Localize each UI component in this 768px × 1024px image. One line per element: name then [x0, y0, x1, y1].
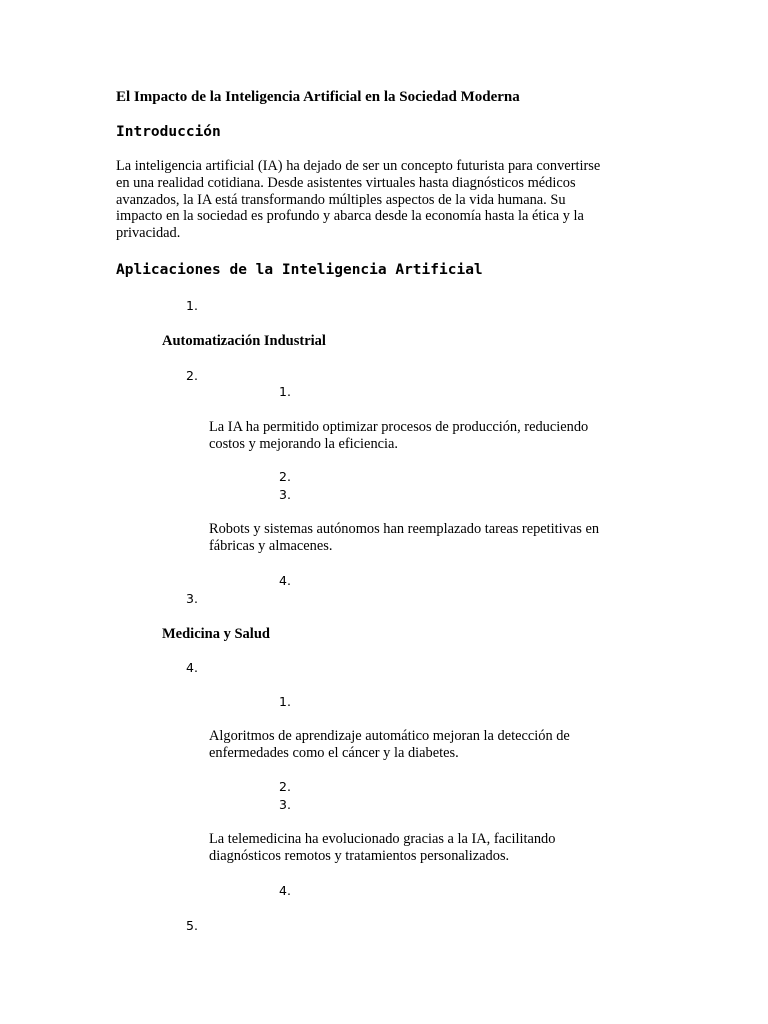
- list-number: 1.: [279, 384, 291, 399]
- intro-heading: Introducción: [116, 124, 221, 140]
- section-heading-automatizacion: Automatización Industrial: [162, 333, 326, 349]
- applications-heading: Aplicaciones de la Inteligencia Artificial: [116, 262, 483, 278]
- intro-line: impacto en la sociedad es profundo y abarca desde la economía hasta la ética y la: [116, 208, 584, 225]
- item-line: Robots y sistemas autónomos han reemplazado tareas repetitivas en: [209, 521, 600, 537]
- document-title: El Impacto de la Inteligencia Artificial en la Sociedad Moderna: [116, 89, 520, 105]
- list-number: 3.: [279, 797, 291, 812]
- intro-line: avanzados, la IA está transformando múltiples aspectos de la vida humana. Su: [116, 191, 566, 208]
- item-line: La IA ha permitido optimizar procesos de producción, reduciendo: [209, 419, 589, 435]
- item-line: enfermedades como el cáncer y la diabetes.: [209, 744, 459, 761]
- list-number: 2.: [279, 469, 291, 484]
- list-number: 3.: [186, 591, 198, 606]
- list-number: 4.: [279, 573, 291, 588]
- list-number: 4.: [279, 883, 291, 898]
- list-item-text: [209, 419, 588, 453]
- list-number: 3.: [279, 487, 291, 502]
- item-line: Algoritmos de aprendizaje automático mejoran la detección de: [209, 728, 570, 744]
- list-item-text: [209, 831, 555, 865]
- list-number: 4.: [186, 660, 198, 675]
- list-number: 2.: [186, 368, 198, 383]
- intro-line: en una realidad cotidiana. Desde asistentes virtuales hasta diagnósticos médicos: [116, 174, 576, 191]
- item-line: fábricas y almacenes.: [209, 537, 333, 554]
- intro-paragraph: [116, 158, 656, 242]
- list-item-text: [209, 521, 599, 555]
- section-heading-medicina: Medicina y Salud: [162, 626, 270, 642]
- list-number: 5.: [186, 918, 198, 933]
- list-number: 1.: [279, 694, 291, 709]
- item-line: diagnósticos remotos y tratamientos personalizados.: [209, 847, 510, 864]
- item-line: costos y mejorando la eficiencia.: [209, 435, 399, 452]
- list-number: 2.: [279, 779, 291, 794]
- intro-line: privacidad.: [116, 225, 181, 242]
- list-number: 1.: [186, 298, 198, 313]
- item-line: La telemedicina ha evolucionado gracias a la IA, facilitando: [209, 831, 556, 847]
- list-item-text: [209, 728, 570, 762]
- intro-line: La inteligencia artificial (IA) ha dejado de ser un concepto futurista para convertirse: [116, 158, 601, 174]
